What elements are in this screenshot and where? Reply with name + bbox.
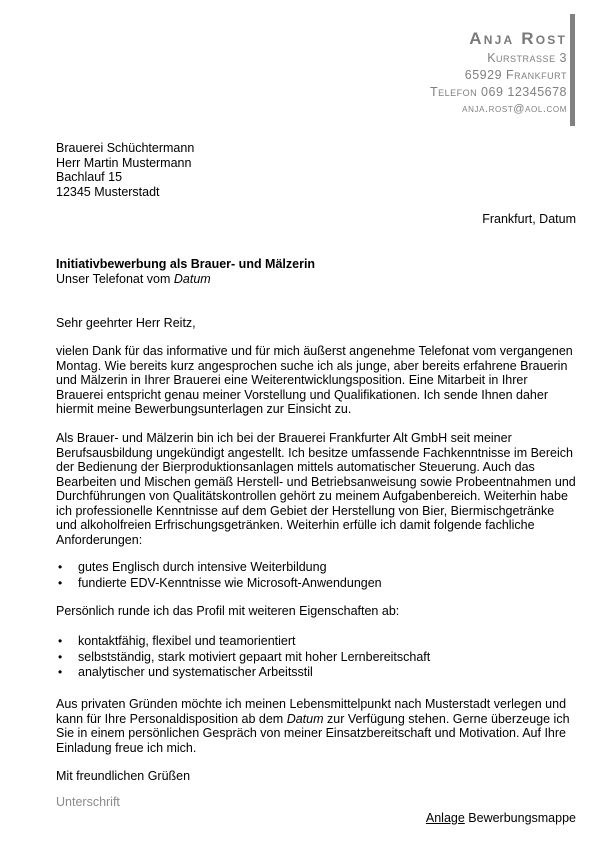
- signature: Unterschrift: [56, 795, 120, 809]
- enclosure-text: Bewerbungsmappe: [464, 811, 576, 825]
- traits-list: [56, 634, 576, 681]
- letterhead: [430, 28, 567, 118]
- subject-block: [56, 257, 576, 286]
- subject-title: Initiativbewerbung als Brauer- und Mälzerin: [56, 257, 316, 271]
- salutation: Sehr geehrter Herr Reitz,: [56, 316, 196, 330]
- subject-reference-text: Unser Telefonat vom: [56, 271, 174, 286]
- bullet-icon: •: [58, 560, 63, 574]
- list-item: • fundierte EDV-Kenntnisse wie Microsoft-Anwendungen: [58, 575, 382, 590]
- enclosure-label: Anlage: [425, 811, 465, 825]
- list-item: • kontaktfähig, flexibel und teamorientiert: [58, 634, 296, 648]
- recipient-street: Bachlauf 15: [56, 170, 123, 184]
- letterhead-accent-bar: [570, 14, 575, 126]
- closing: Mit freundlichen Grüßen: [56, 769, 191, 783]
- list-item: • gutes Englisch durch intensive Weiterbildung: [58, 560, 327, 574]
- bullet-icon: •: [58, 665, 63, 679]
- subject-reference-date: Datum: [173, 271, 211, 286]
- recipient-person: Herr Martin Mustermann: [56, 155, 192, 170]
- skills-list: [56, 560, 576, 591]
- bullet-icon: •: [58, 634, 63, 648]
- bullet-icon: •: [58, 649, 63, 664]
- paragraph-intro: vielen Dank für das informative und für mich äußerst angenehme Telefonat vom vergangenen Montag. Wie bereits kurz angesprochen suche ich als junge, aber bereits erfahrene Brauerin und Mälzerin in Ihrer Brauerei eine Weiterentwicklungsposition. Eine Mitarbeit in Ihrer Brauerei entspricht genau meiner Vorstellung und Qualifikationen. Ich sende Ihnen daher hiermit meine Bewerbungsunterlagen zur Einsicht zu.: [56, 344, 573, 416]
- sender-email: anja.rost@aol.com: [462, 103, 567, 115]
- list-item: • analytischer und systematischer Arbeitsstil: [58, 665, 313, 679]
- paragraph-experience: Als Brauer- und Mälzerin bin ich bei der Brauerei Frankfurter Alt GmbH seit meiner Berufsausbildung ungekündigt angestellt. Ich besitze umfassende Fachkenntnisse im Bereich der Bedienung der Bierproduktionsanlagen mittels automatischer Steuerung. Auch das Bearbeiten und Mischen gemäß Herstell- und Betriebsanweisung sowie Probeentnahmen und Durchführungen von Qualitätskontrollen gehört zu meinem Aufgabenbereich. Weiterhin habe ich professionelle Kenntnisse auf dem Gebiet der Herstellung von Bier, Biermischgetränke und alkoholfreien Erfrischungsgetränken. Weiterhin erfülle ich damit folgende fachliche Anforderungen:: [56, 431, 576, 547]
- sender-street: Kurstrasse 3: [487, 51, 567, 65]
- availability-date: Datum: [286, 711, 324, 726]
- subject-reference: [56, 272, 576, 287]
- enclosure: [426, 811, 576, 825]
- recipient-company: Brauerei Schüchtermann: [56, 141, 195, 155]
- sender-phone: Telefon 069 12345678: [429, 85, 567, 99]
- paragraph-personal: Persönlich runde ich das Profil mit weiteren Eigenschaften ab:: [56, 604, 400, 618]
- recipient-address: [56, 141, 576, 199]
- bullet-icon: •: [58, 575, 63, 590]
- sender-name: Anja Rost: [469, 29, 567, 48]
- list-item: • selbstständig, stark motiviert gepaart mit hoher Lernbereitschaft: [58, 649, 431, 664]
- sender-city: 65929 Frankfurt: [464, 68, 567, 82]
- paragraph-availability: Aus privaten Gründen möchte ich meinen Lebensmittelpunkt nach Musterstadt verlegen und kann für Ihre Personaldisposition ab dem Datum zur Verfügung stehen. Gerne überzeuge ich Sie in einem persönlichen Gespräch von meiner Einsatzbereitschaft und Motivation. Auf Ihre Einladung freue ich mich.: [56, 697, 570, 755]
- place-date: Frankfurt, Datum: [482, 212, 576, 226]
- recipient-city: 12345 Musterstadt: [56, 184, 160, 199]
